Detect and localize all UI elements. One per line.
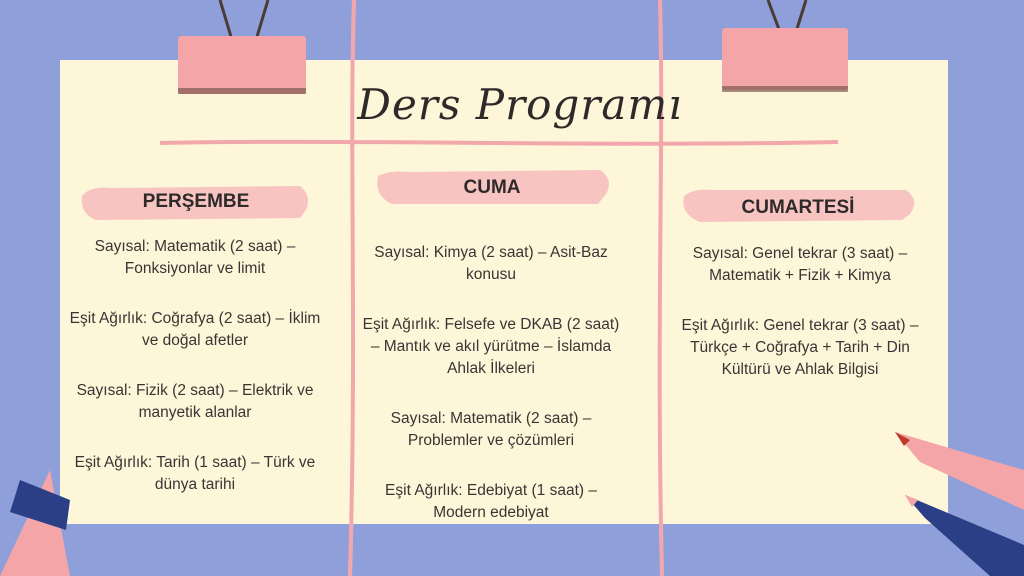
list-item: Sayısal: Fizik (2 saat) – Elektrik ve manyetik alanlar xyxy=(76,382,314,421)
list-item: Sayısal: Genel tekrar (3 saat) – Matematik + Fizik + Kimya xyxy=(692,245,908,284)
pencil-right-bottom-icon xyxy=(905,495,1024,576)
list-item: Eşit Ağırlık: Genel tekrar (3 saat) – Türkçe + Coğrafya + Tarih + Din Kültürü ve Ahlak Bilgisi xyxy=(681,317,919,378)
column-cuma xyxy=(360,242,622,552)
clip-right-icon xyxy=(722,0,848,92)
pencil-right-top-icon xyxy=(895,432,1024,510)
list-item: Eşit Ağırlık: Coğrafya (2 saat) – İklim ve doğal afetler xyxy=(69,310,321,349)
list-item: Eşit Ağırlık: Edebiyat (1 saat) – Modern edebiyat xyxy=(385,482,597,521)
list-item: Sayısal: Kimya (2 saat) – Asit-Baz konusu xyxy=(374,244,608,283)
column-cumartesi xyxy=(664,243,936,409)
list-item: Sayısal: Matematik (2 saat) – Problemler ve çözümleri xyxy=(390,410,592,449)
list-item: Eşit Ağırlık: Tarih (1 saat) – Türk ve dünya tarihi xyxy=(74,454,316,493)
day-label-persembe: PERŞEMBE xyxy=(142,191,250,212)
day-label-cuma: CUMA xyxy=(463,177,521,198)
day-label-cumartesi: CUMARTESİ xyxy=(741,197,855,218)
page-title: Ders Programı xyxy=(357,80,683,129)
title-underline xyxy=(160,142,838,144)
list-item: Sayısal: Matematik (2 saat) – Fonksiyonlar ve limit xyxy=(94,238,296,277)
clip-left-icon xyxy=(178,0,306,94)
column-persembe xyxy=(60,236,330,524)
list-item: Eşit Ağırlık: Felsefe ve DKAB (2 saat) – Mantık ve akıl yürütme – İslamda Ahlak İlkeleri xyxy=(362,316,620,377)
